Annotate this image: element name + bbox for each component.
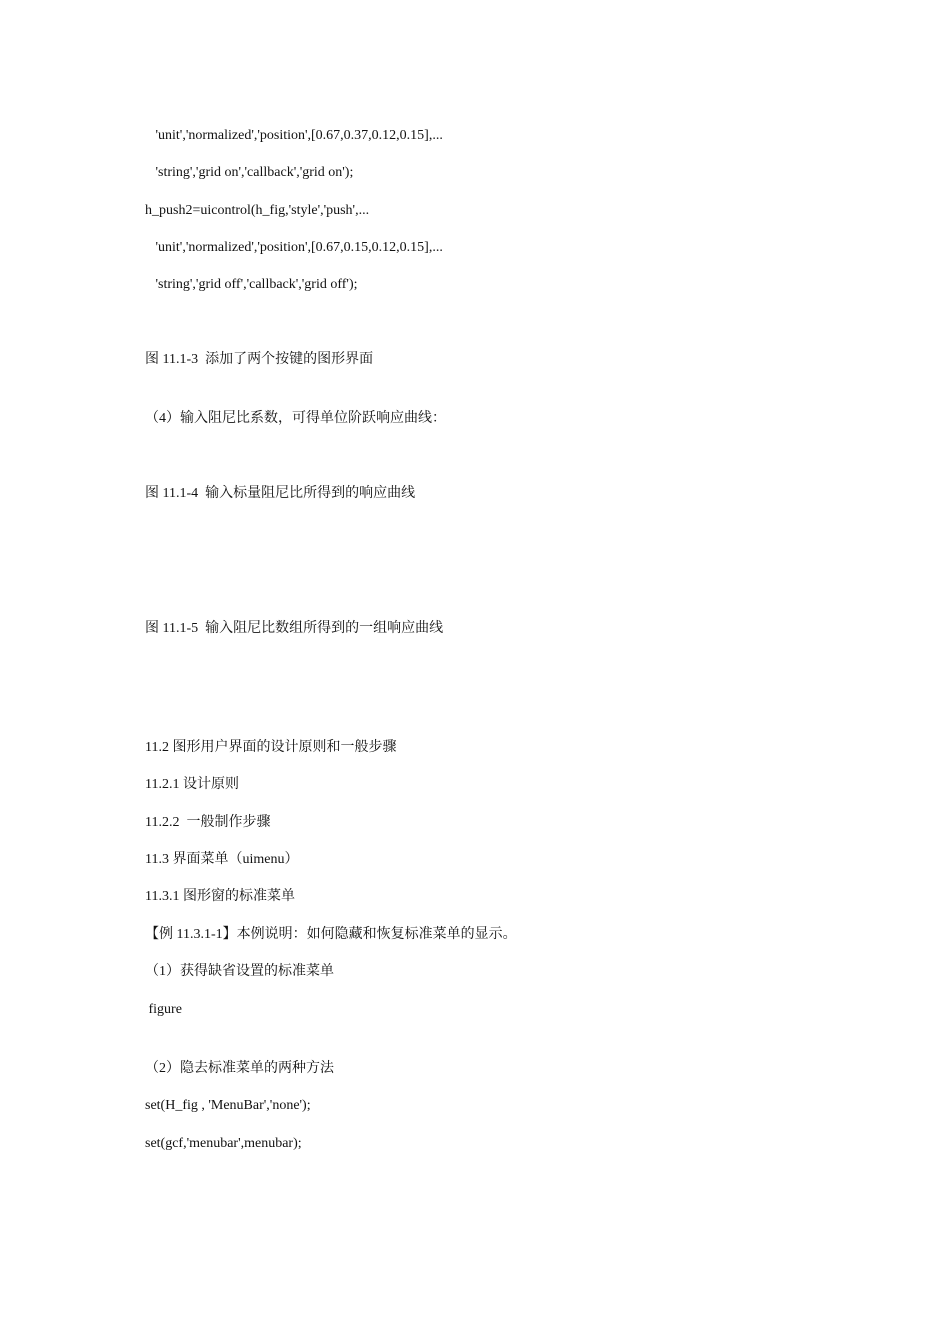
code-line: 'unit','normalized','position',[0.67,0.37,0.12,0.15],... (145, 128, 443, 143)
example-heading: 【例 11.3.1-1】本例说明：如何隐藏和恢复标准菜单的显示。 (145, 927, 517, 942)
section-heading: 11.3 界面菜单（uimenu） (145, 852, 299, 867)
code-line: figure (145, 1002, 182, 1017)
code-line: set(gcf,'menubar',menubar); (145, 1136, 302, 1151)
step-text: （4）输入阻尼比系数，可得单位阶跃响应曲线： (145, 411, 446, 426)
code-line: 'string','grid on','callback','grid on'); (145, 165, 354, 180)
subsection-heading: 11.3.1 图形窗的标准菜单 (145, 889, 295, 904)
step-text: （2）隐去标准菜单的两种方法 (145, 1061, 334, 1076)
subsection-heading: 11.2.1 设计原则 (145, 777, 239, 792)
step-text: （1）获得缺省设置的标准菜单 (145, 964, 334, 979)
figure-caption: 图 11.1-4 输入标量阻尼比所得到的响应曲线 (145, 486, 416, 501)
section-heading: 11.2 图形用户界面的设计原则和一般步骤 (145, 740, 397, 755)
code-line: set(H_fig , 'MenuBar','none'); (145, 1098, 311, 1113)
code-line: h_push2=uicontrol(h_fig,'style','push',... (145, 203, 370, 218)
code-line: 'unit','normalized','position',[0.67,0.15,0.12,0.15],... (145, 240, 443, 255)
figure-caption: 图 11.1-3 添加了两个按键的图形界面 (145, 352, 374, 367)
code-line: 'string','grid off','callback','grid off'); (145, 277, 358, 292)
subsection-heading: 11.2.2 一般制作步骤 (145, 815, 271, 830)
figure-caption: 图 11.1-5 输入阻尼比数组所得到的一组响应曲线 (145, 621, 444, 636)
